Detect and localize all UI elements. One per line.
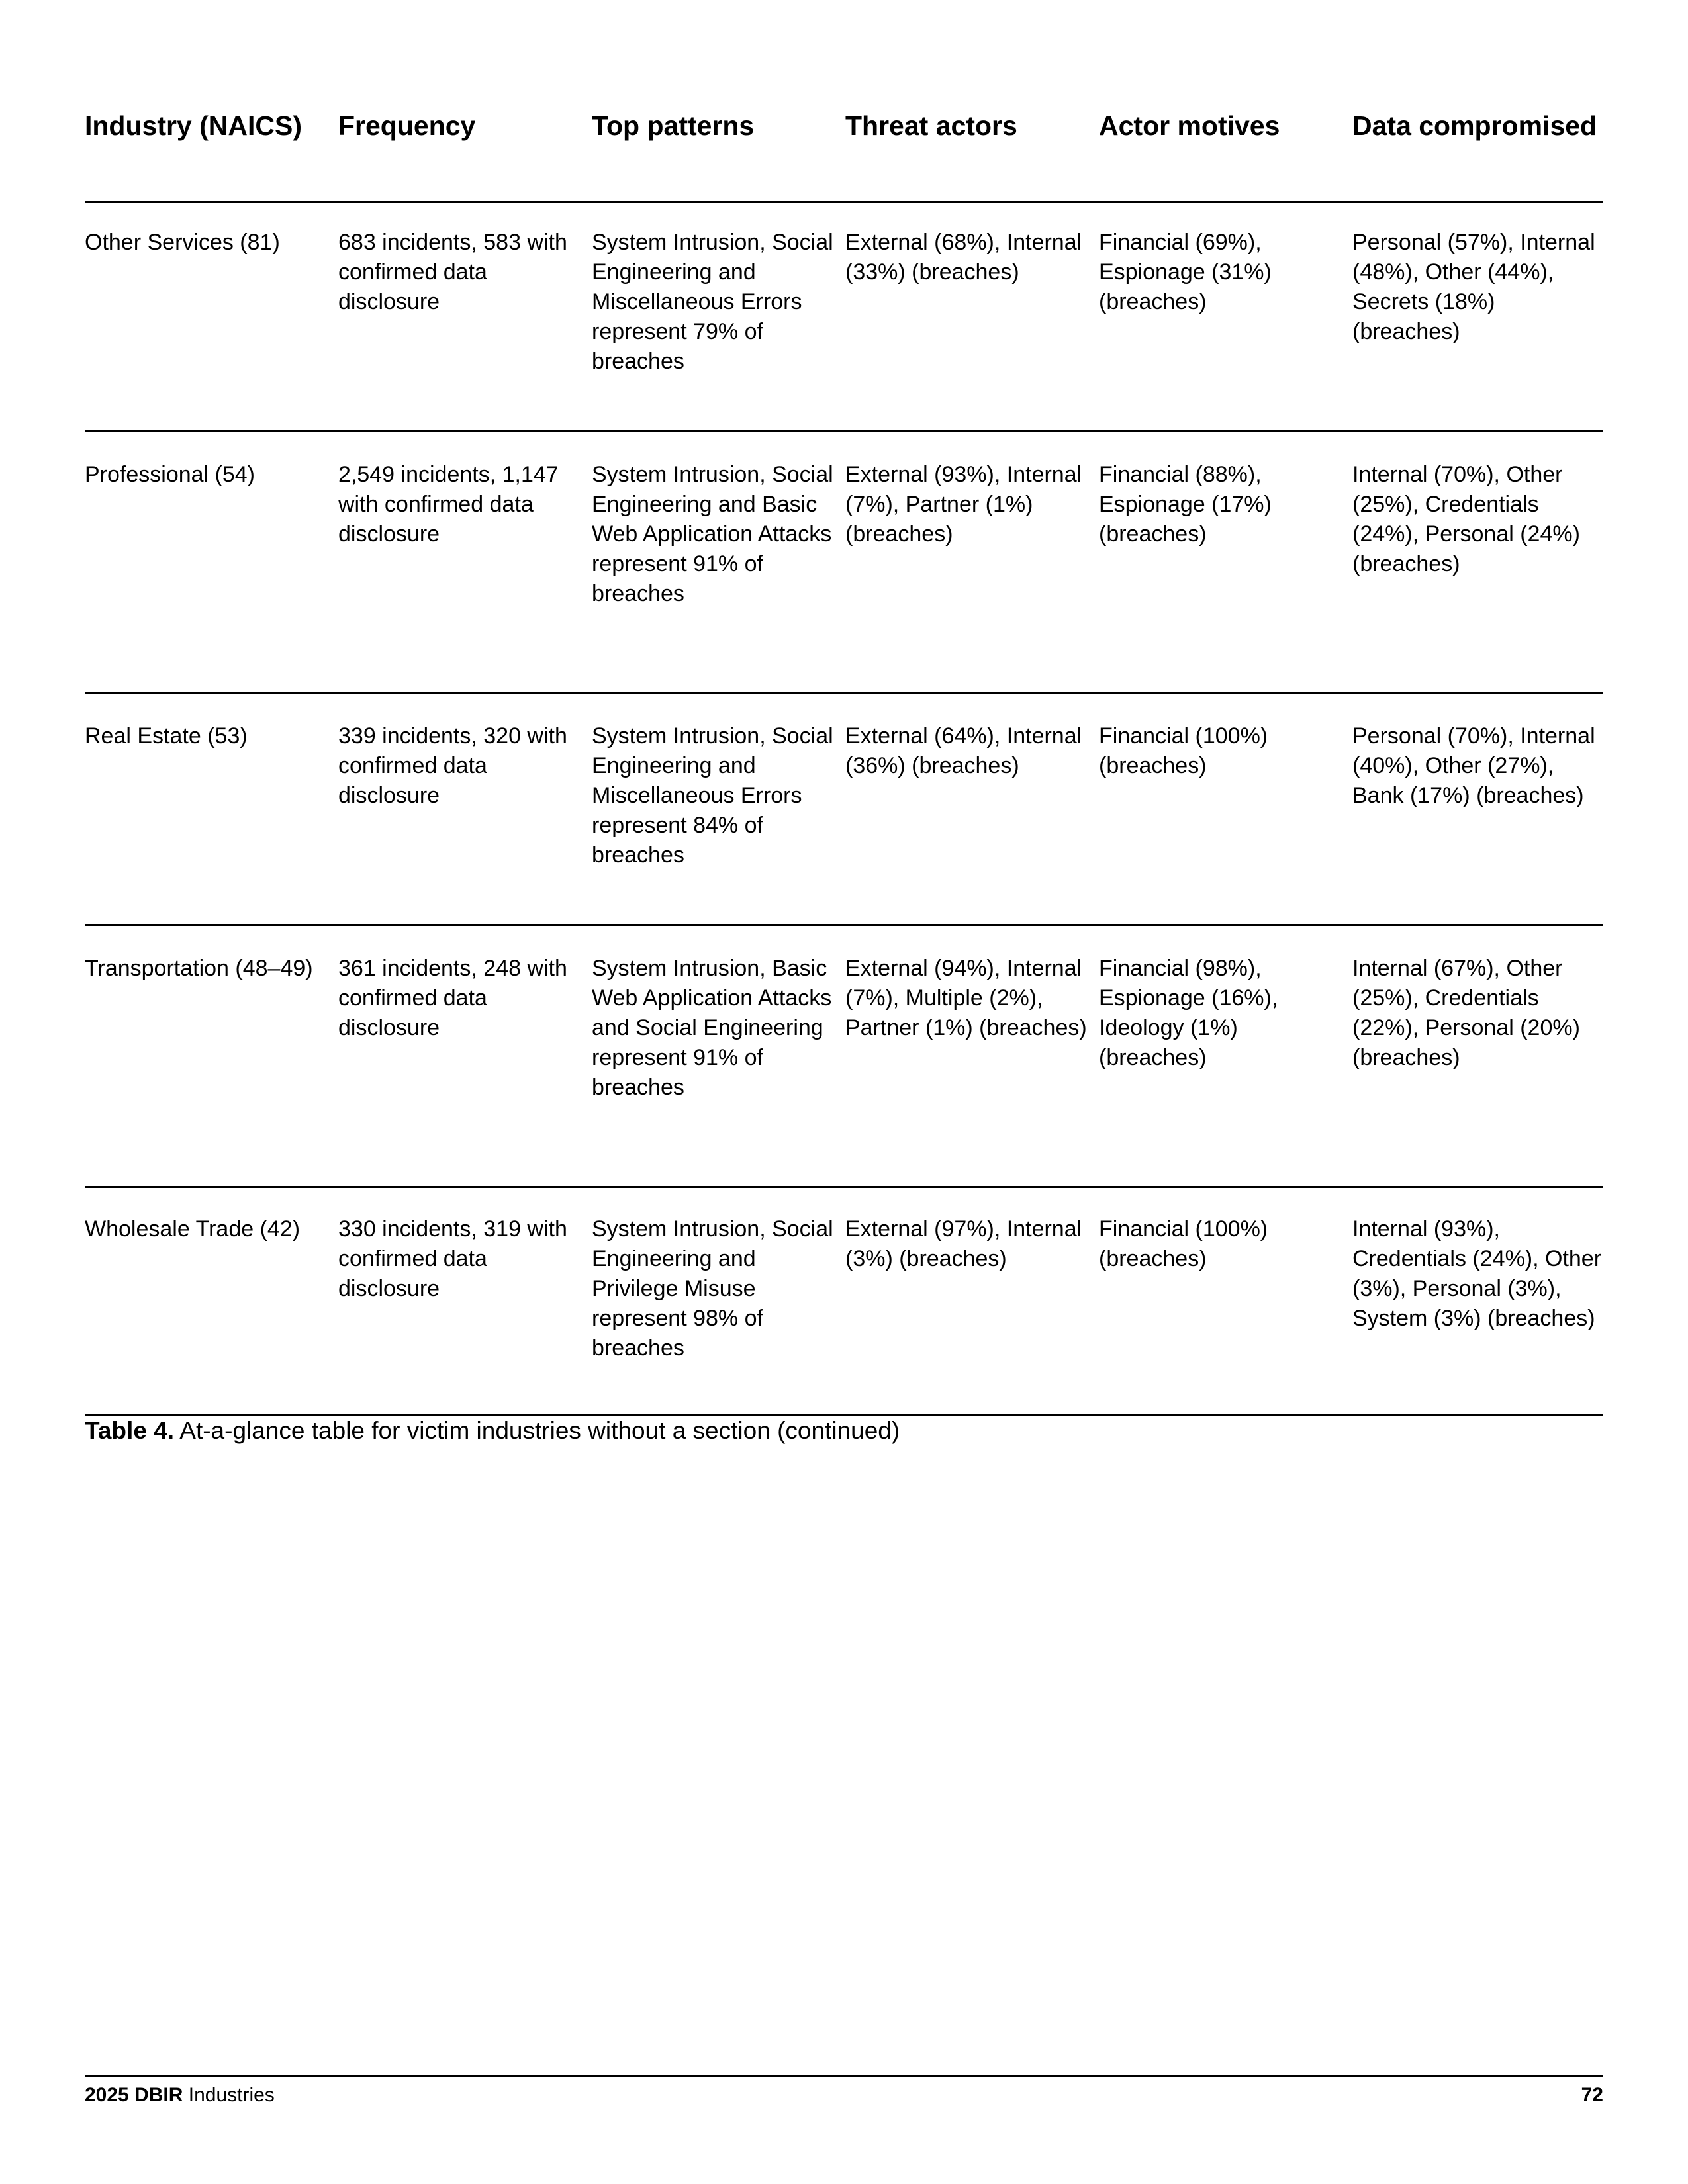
table-header	[85, 111, 1603, 203]
cell-threat-actors: External (68%), Internal (33%) (breaches)	[845, 230, 1082, 285]
page	[85, 0, 1603, 2184]
cell-data-compromised: Personal (57%), Internal (48%), Other (44%), Secrets (18%) (breaches)	[1352, 230, 1595, 344]
cell-top-patterns: System Intrusion, Social Engineering and Miscellaneous Errors represent 84% of breaches	[592, 723, 833, 868]
table-row	[85, 721, 1603, 926]
table-row	[85, 1214, 1603, 1416]
cell-industry: Wholesale Trade (42)	[85, 1216, 301, 1242]
cell-industry: Transportation (48–49)	[85, 956, 313, 981]
cell-frequency: 330 incidents, 319 with confirmed data disclosure	[338, 1216, 567, 1301]
cell-frequency: 361 incidents, 248 with confirmed data disclosure	[338, 956, 567, 1040]
cell-actor-motives: Financial (98%), Espionage (16%), Ideology (1%) (breaches)	[1099, 956, 1278, 1070]
footer-title	[85, 2083, 275, 2107]
footer-report-name: 2025 DBIR	[85, 2084, 183, 2106]
cell-frequency: 683 incidents, 583 with confirmed data disclosure	[338, 230, 567, 314]
cell-industry: Real Estate (53)	[85, 723, 248, 749]
cell-top-patterns: System Intrusion, Basic Web Application Attacks and Social Engineering represent 91% of breaches	[592, 956, 832, 1100]
cell-frequency: 2,549 incidents, 1,147 with confirmed data disclosure	[338, 462, 559, 547]
cell-actor-motives: Financial (88%), Espionage (17%) (breaches)	[1099, 462, 1272, 547]
table-row	[85, 228, 1603, 432]
table-caption	[85, 1416, 900, 1445]
cell-industry: Professional (54)	[85, 462, 256, 487]
cell-actor-motives: Financial (100%) (breaches)	[1099, 723, 1268, 778]
header-actor-motives: Actor motives	[1099, 111, 1280, 141]
cell-frequency: 339 incidents, 320 with confirmed data disclosure	[338, 723, 567, 808]
cell-top-patterns: System Intrusion, Social Engineering and Miscellaneous Errors represent 79% of breaches	[592, 230, 833, 374]
page-number: 72	[1581, 2084, 1603, 2106]
header-industry: Industry (NAICS)	[85, 111, 302, 141]
cell-data-compromised: Internal (93%), Credentials (24%), Other (3%), Personal (3%), System (3%) (breaches)	[1352, 1216, 1602, 1331]
cell-threat-actors: External (97%), Internal (3%) (breaches)	[845, 1216, 1082, 1271]
table-row	[85, 954, 1603, 1188]
cell-top-patterns: System Intrusion, Social Engineering and Privilege Misuse represent 98% of breaches	[592, 1216, 833, 1361]
header-threat-actors: Threat actors	[845, 111, 1017, 141]
footer-divider	[85, 2075, 1603, 2077]
cell-industry: Other Services (81)	[85, 230, 280, 255]
header-frequency: Frequency	[338, 111, 476, 141]
cell-threat-actors: External (64%), Internal (36%) (breaches)	[845, 723, 1082, 778]
cell-actor-motives: Financial (100%) (breaches)	[1099, 1216, 1268, 1271]
cell-threat-actors: External (94%), Internal (7%), Multiple (2%), Partner (1%) (breaches)	[845, 956, 1087, 1040]
cell-top-patterns: System Intrusion, Social Engineering and Basic Web Application Attacks represent 91% of breaches	[592, 462, 833, 606]
cell-data-compromised: Internal (67%), Other (25%), Credentials (22%), Personal (20%) (breaches)	[1352, 956, 1580, 1070]
header-data-compromised: Data compromised	[1352, 111, 1597, 141]
header-top-patterns: Top patterns	[592, 111, 755, 141]
cell-data-compromised: Personal (70%), Internal (40%), Other (27%), Bank (17%) (breaches)	[1352, 723, 1595, 808]
cell-threat-actors: External (93%), Internal (7%), Partner (1%) (breaches)	[845, 462, 1082, 547]
cell-data-compromised: Internal (70%), Other (25%), Credentials (24%), Personal (24%) (breaches)	[1352, 462, 1580, 576]
footer-section-name: Industries	[183, 2084, 275, 2106]
table-row	[85, 460, 1603, 694]
caption-label: Table 4.	[85, 1417, 175, 1444]
caption-text: At-a-glance table for victim industries without a section (continued)	[174, 1417, 900, 1444]
cell-actor-motives: Financial (69%), Espionage (31%) (breaches)	[1099, 230, 1272, 314]
